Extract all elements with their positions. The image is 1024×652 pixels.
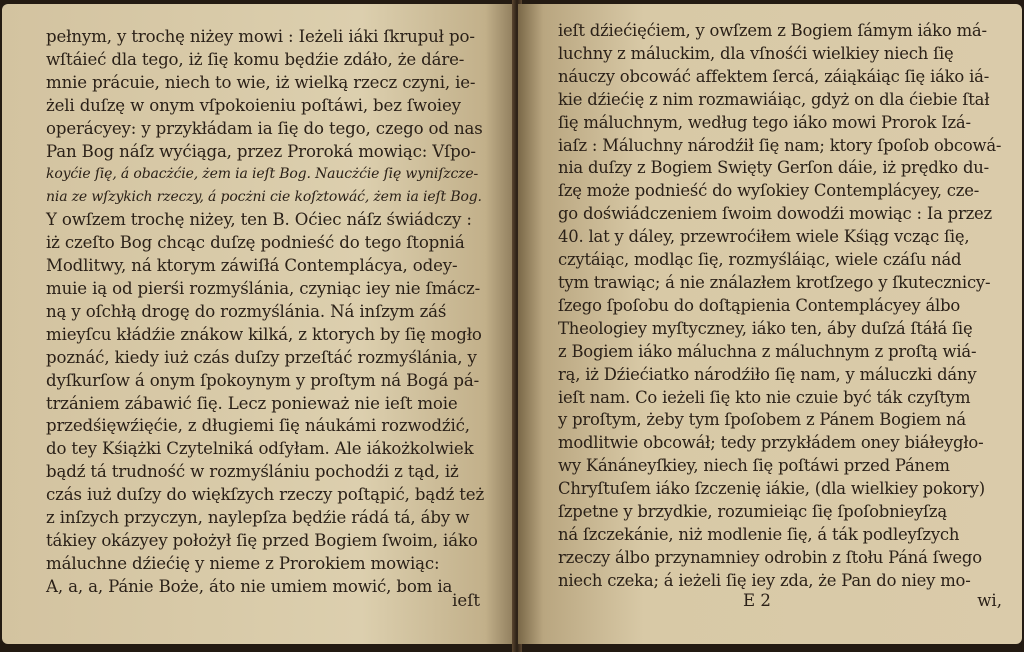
text-line: z inſzych przyczyn, naylepſza będźie rádá tá, áby w <box>46 508 470 528</box>
text-line: iaſz : Máluchny národźił ſię nam; ktory ſpoſob obcowá- <box>558 135 1002 155</box>
text-line: dyſkurſow á onym ſpokoynym y proſtym ná Bogá pá- <box>46 370 480 390</box>
text-line: z Bogiem iáko máluchna z máluchnym z proſtą wiá- <box>558 341 977 361</box>
text-line: tákiey okázyey położył ſię przed Bogiem ſwoim, iáko <box>46 530 478 550</box>
text-line: náuczy obcowáć affektem ſercá, záiąkáiąc ſię iáko iá- <box>558 66 990 86</box>
text-line: czytáiąc, modląc ſię, rozmyśláiąc, wiele czáſu nád <box>558 250 962 270</box>
text-line: Chryſtuſem iáko ſzczenię iákie, (dla wielkiey pokory) <box>558 479 985 499</box>
text-line: czás iuż duſzy do więkſzych rzeczy poſtąpić, bądź też <box>46 485 485 505</box>
text-line: mnie prácuie, niech to wie, iż wielką rzecz czyni, ie- <box>46 72 476 92</box>
text-line: operácyey: y przykłádam ia ſię do tego, czego od nas <box>46 118 483 138</box>
text-line: 40. lat y dáley, przewrоćiłem wiele Kśiąg vcząc ſię, <box>558 227 970 247</box>
text-line: ſzpetne y brzydkie, rozumieiąc ſię ſpoſobnieyſzą <box>558 502 947 522</box>
text-line: go doświádczeniem ſwoim dowodźi mowiąc : Ia przez <box>558 204 992 224</box>
text-line: pełnym, y trochę niżey mowi : Ieżeli iáki ſkrupuł po- <box>46 27 475 46</box>
text-line: Pan Bog náſz wyćiąga, przez Proroká mowiąc: Vſpo- <box>46 141 476 161</box>
text-line: ſię máluchnym, według tego iáko mowi Prorok Izá- <box>558 112 971 132</box>
text-line: niech czeka; á ieżeli ſię iey zda, że Pan do niey mo- <box>558 570 971 590</box>
text-line: nia ze wſzykich rzeczy, á pocżni cie koſztowáć, żem ia ieſt Bog. <box>46 189 482 206</box>
text-line: muie ią od pierśi rozmyślánia, czyniąc iey nie ſmácz- <box>46 278 481 298</box>
text-line: wy Kánáneyſkiey, niech ſię poſtáwi przed Pánem <box>558 456 950 476</box>
text-line: Y owſzem trochę niżey, ten B. Oćiec náſz świádczy : <box>46 210 472 230</box>
text-line: rą, iż Dźiećiatko národźiło ſię nam, y máluczki dány <box>558 364 977 384</box>
text-line: ieſt dźiećięćiem, y owſzem z Bogiem ſámym iáko má- <box>558 21 987 40</box>
left-page <box>2 4 516 644</box>
text-line: luchny z máluckim, dla vſnośći wielkiey niech ſię <box>558 43 954 63</box>
text-line: ieſt nam. Co ieżeli ſię kto nie czuie być ták czyſtym <box>558 387 971 407</box>
text-line: żeli duſzę w onym vſpokoieniu poſtáwi, bez ſwoiey <box>46 95 461 115</box>
text-line: kie dźiećię z nim rozmawiáiąc, gdyż on dla ćiebie ſtał <box>558 89 990 109</box>
text-line: A, a, a, Pánie Boże, áto nie umiem mowić, bom ia <box>46 576 453 596</box>
text-line: koyćie ſię, á obacżćie, żem ia ieſt Bog. Naucżćie ſię wyniſzcze- <box>46 166 479 183</box>
text-line: przedśięwźięćie, z długiemi ſię náukámi rozwodźić, <box>46 416 470 436</box>
text-line: máluchne dźiećię y nieme z Prorokiem mowiąc: <box>46 553 440 573</box>
text-line: Modlitwy, ná ktorym záwiſłá Contemplácya, odey- <box>46 256 458 276</box>
text-line: mieyſcu kłádźie znákow kilká, z ktorych by ſię mogło <box>46 324 482 344</box>
text-line: wſtáieć dla tego, iż ſię komu będźie zdáło, że dáre- <box>46 49 465 69</box>
text-line: y proſtym, żeby tym ſpoſobem z Pánem Bogiem ná <box>558 410 966 430</box>
text-line: bądź tá trudność w rozmyślániu pochodźi z tąd, iż <box>46 462 459 482</box>
text-line: nia duſzy z Bogiem Swięty Gerſon dáie, iż prędko du- <box>558 158 989 178</box>
text-line: iż czeſto Bog chcąc duſzę podnieść do tego ſtopniá <box>46 233 465 253</box>
text-line: ſzę może podnieść do wyſokiey Contemplácyey, cze- <box>558 181 980 201</box>
signature-mark: E 2 <box>743 591 771 610</box>
text-line: ną y oſchłą drogę do rozmyślánia. Ná inſzym záś <box>46 301 447 321</box>
right-page <box>518 4 1022 644</box>
text-line: poznáć, kiedy iuż czás duſzy przeſtáć rozmyślánia, y <box>46 347 477 367</box>
text-line: do tey Kśiążki Czytelniká odſyłam. Ale iákożkolwiek <box>46 439 474 459</box>
text-line: rzeczy álbo przynamniey odrobin z ſtołu Páná ſwego <box>558 547 982 567</box>
text-line: Theologiey myſtyczney, iáko ten, áby duſzá ſtáłá ſię <box>558 318 973 338</box>
text-line: ná ſzczekánie, niż modlenie ſię, á ták podleyſzych <box>558 524 960 544</box>
text-line: modlitwie obcowáł; tedy przykłádem oney biáłeygło- <box>558 433 984 453</box>
text-line: trzániem zábawić ſię. Lecz ponieważ nie ieſt moie <box>46 393 458 413</box>
text-line: tym trawiąc; á nie ználazłem krotſzego y ſkutecznicy- <box>558 272 991 292</box>
catchword: wi, <box>977 591 1002 610</box>
text-line: ſzego ſpoſobu do doſtąpienia Contemplácyey álbo <box>558 295 961 315</box>
catchword: ieſt <box>452 591 480 610</box>
